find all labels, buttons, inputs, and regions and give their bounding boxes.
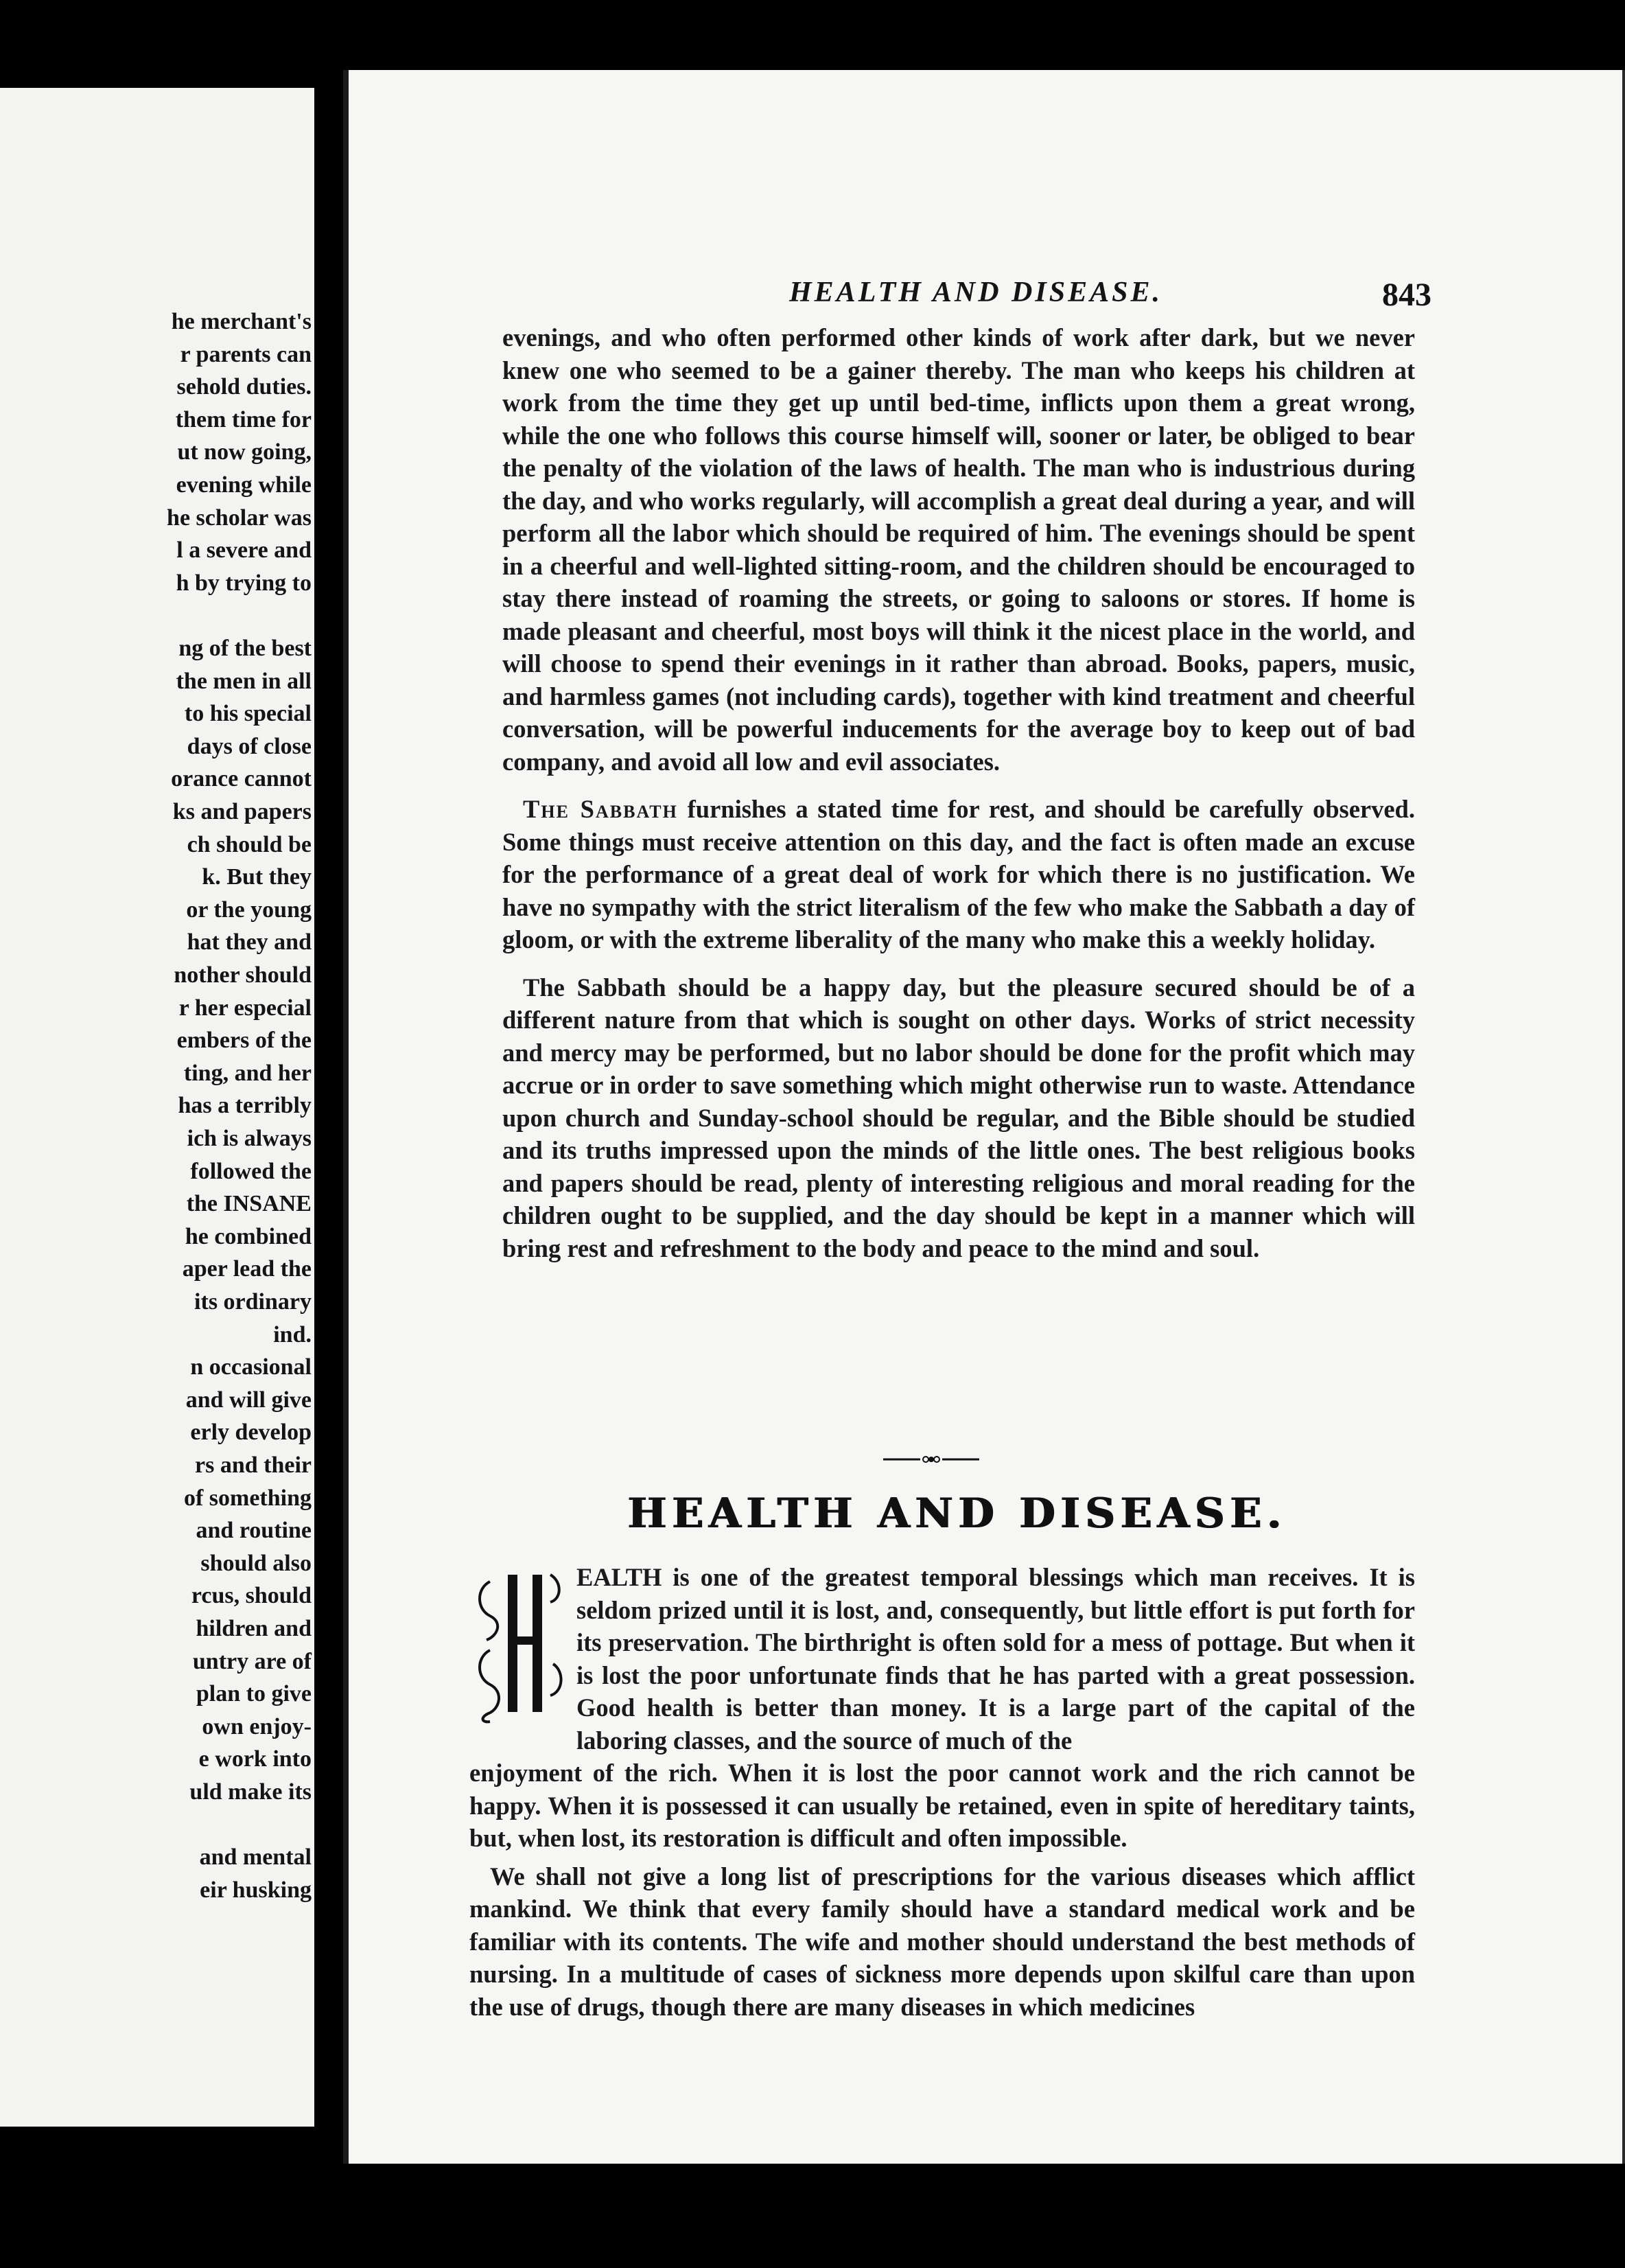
page-number: 843	[1382, 277, 1431, 313]
left-page-line: the men in all	[176, 668, 312, 694]
left-page-line: has a terribly	[178, 1093, 312, 1119]
left-page-line: days of close	[187, 733, 312, 759]
left-page-line: he combined	[185, 1223, 312, 1249]
section-title: HEALTH AND DISEASE.	[627, 1490, 1287, 1538]
paragraph-prescriptions: We shall not give a long list of prescriptions for the various diseases which afflict mankind. We think that every family should have a standard medical work and be familiar with its contents. The wife and mother should understand the best methods of nursing. In a multitude of cases of sickness more depends upon skilful care than upon the use of drugs, though there are many diseases in which medicines	[469, 1862, 1415, 2021]
left-page-line: he scholar was	[167, 505, 312, 531]
left-page-line: ks and papers	[172, 799, 312, 824]
left-page-line: hildren and	[196, 1616, 312, 1641]
left-page-line: h by trying to	[176, 570, 312, 596]
left-page-line: ind.	[273, 1321, 312, 1347]
left-page-line: to his special	[184, 701, 312, 727]
left-page-line: n occasional	[190, 1354, 312, 1380]
left-page-line: the INSANE	[186, 1191, 312, 1217]
left-page-line: eir husking	[200, 1877, 312, 1903]
left-page-line: ut now going,	[177, 439, 312, 465]
ornate-drop-cap	[469, 1561, 565, 1726]
left-page-line: should also	[200, 1550, 312, 1576]
drop-cap-flourish-icon	[469, 1561, 565, 1726]
left-facing-page	[0, 88, 314, 2127]
health-lead-continued: enjoyment of the rich. When it is lost the poor cannot work and the rich cannot be happy. When it is possessed it can usually be retained, even in spite of hereditary taints, but, when lost, its restoration is difficult and often impossible.	[469, 1759, 1415, 1852]
body-text	[502, 321, 1415, 1264]
left-page-line: ch should be	[187, 831, 312, 857]
left-page-line: r her especial	[178, 995, 312, 1021]
left-page-line: nother should	[174, 962, 312, 988]
left-page-line: ting, and her	[183, 1060, 312, 1086]
health-lead-paragraph	[469, 1561, 1415, 1757]
section-divider-ornament	[883, 1453, 979, 1466]
left-page-line: and mental	[199, 1844, 312, 1871]
main-page	[343, 70, 1625, 2164]
left-page-line: ich is always	[187, 1126, 312, 1151]
page-gutter-edge	[343, 70, 349, 2164]
section-body	[469, 1561, 1415, 2048]
left-page-line: ng of the best	[178, 636, 312, 661]
sabbath-text: furnishes a stated time for rest, and should be carefully observed. Some things must receive attention on this day, and the fact is often made an excuse for the performance of a great deal of work for which there is no justification. We have no sympathy with the strict literalism of the few who make the Sabbath a day of gloom, or with the extreme liberality of the many who make this a weekly holiday.	[502, 795, 1415, 953]
paragraph-happy-day: The Sabbath should be a happy day, but the pleasure secured should be of a different nature from that which is sought on other days. Works of strict necessity and mercy may be performed, but no labor should be done for the profit which may accrue or in order to save something which might otherwise run to waste. Attendance upon church and Sunday-school should be regular, and the Bible should be studied and its truths impressed upon the minds of the little ones. The best religious books and papers should be read, plenty of interesting religious and moral reading for the children ought to be supplied, and the day should be kept in a manner which will bring rest and refreshment to the body and peace to the mind and soul.	[502, 973, 1415, 1262]
left-page-line: l a severe and	[176, 537, 312, 564]
left-page-line: aper lead the	[182, 1256, 312, 1282]
left-page-line: rcus, should	[191, 1583, 312, 1609]
left-page-line: evening while	[176, 472, 312, 498]
left-page-line: own enjoy-	[202, 1713, 312, 1739]
left-page-line: e work into	[198, 1746, 312, 1772]
left-page-line: sehold duties.	[176, 374, 312, 400]
paragraph-evenings: evenings, and who often performed other kinds of work after dark, but we never knew one who seemed to be a gainer thereby. The man who keeps his children at work from the time they get up until bed-time, inflicts upon them a great wrong, while the one who follows this course himself will, sooner or later, be obliged to bear the penalty of the violation of the laws of health. The man who is industrious during the day, and who works regularly, will accomplish a great deal during a year, and will perform all the labor which should be required of him. The evenings should be spent in a cheerful and well-lighted sitting-room, and the children should be encouraged to stay there instead of roaming the streets, or going to saloons or stores. If home is made pleasant and cheerful, most boys will think it the nicest place in the world, and will choose to spend their evenings in it rather than abroad. Books, papers, music, and harmless games (not including cards), together with kind treatment and cheerful conversation, will be powerful inducements for the average boy to keep out of bad company, and avoid all low and evil associates.	[502, 323, 1415, 776]
left-page-line: and routine	[196, 1518, 312, 1544]
health-lead-text: EALTH is one of the greatest temporal blessings which man receives. It is seldom prized until it is lost, and, consequently, but little effort is put forth for its preservation. The birthright is often sold for a mess of pottage. But when it is lost the poor unfortunate finds that he has parted with a great possession. Good health is better than money. It is a large part of the capital of the laboring classes, and the source of much of the	[576, 1563, 1415, 1755]
left-page-line: rs and their	[195, 1453, 312, 1478]
left-page-line: of something	[183, 1485, 312, 1511]
left-page-line: erly develop	[190, 1420, 312, 1446]
left-page-line: and will give	[185, 1387, 312, 1413]
left-page-line: untry are of	[192, 1648, 312, 1674]
paragraph-sabbath	[502, 793, 1415, 956]
left-page-line: or the young	[186, 896, 312, 923]
left-page-line: hat they and	[187, 929, 312, 956]
left-page-line: he merchant's	[171, 309, 312, 334]
running-head: HEALTH AND DISEASE.	[789, 277, 1162, 308]
left-page-line: r parents can	[180, 341, 312, 367]
left-page-line: k. But they	[202, 864, 312, 890]
left-page-line: orance cannot	[171, 766, 312, 792]
sabbath-lead: The Sabbath	[523, 795, 678, 823]
left-page-line: uld make its	[189, 1779, 312, 1805]
left-page-line: them time for	[175, 406, 312, 432]
left-page-line: followed the	[190, 1158, 312, 1184]
left-page-line: plan to give	[196, 1681, 312, 1707]
page-right-edge	[1622, 70, 1625, 2164]
left-page-line: its ordinary	[194, 1289, 312, 1315]
left-page-line: embers of the	[176, 1028, 312, 1054]
